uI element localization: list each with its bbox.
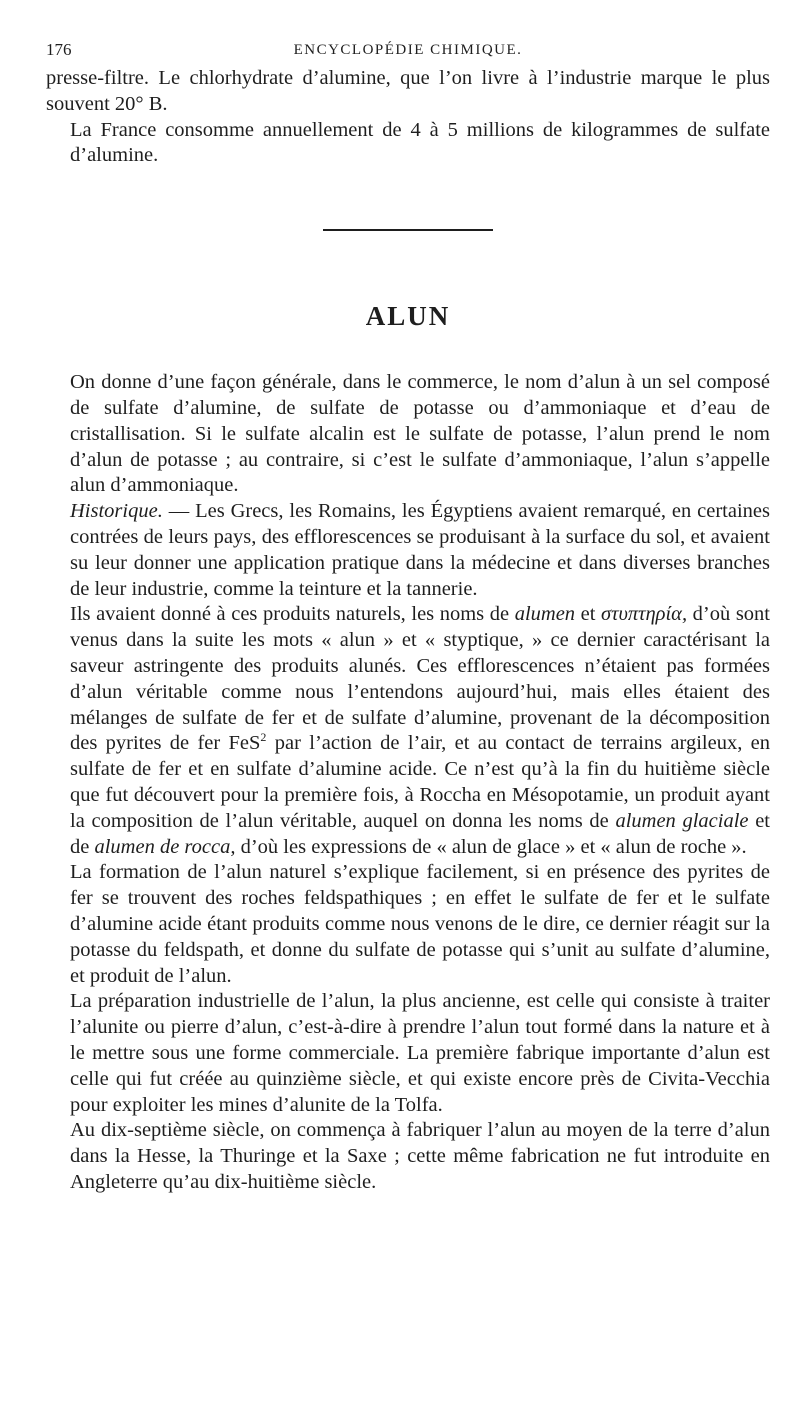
text-run: et [575,603,602,626]
text-run: par l’action de l’air, et au contact de terrains argileux, en sulfate de fer et en sulfate d’alumine acide. Ce n’est qu’à la fin du huitième siècle que fut découvert pour la première fois, à Roccha en Mésopotamie, un produit ayant la composition de l’alun véritable, auquel on donna les noms de [70,732,770,832]
section-title: ALUN [365,301,451,332]
history-xvii-paragraph: Au dix-septième siècle, on commença à fabriquer l’alun au moyen de la terre d’alun dans la Hesse, la Thuringe et la Saxe ; cette même fabrication ne fut introduite en Angleterre qu’au dix-huitième siècle. [70,1119,770,1193]
text-run: d’où les expressions de « alun de glace » et « alun de roche ». [235,835,747,858]
italic-term: alumen glaciale [615,809,749,832]
running-title: ENCYCLOPÉDIE CHIMIQUE. [293,42,523,58]
history-text: — Les Grecs, les Romains, les Égyptiens avaient remarqué, en certaines contrées de leurs pays, des efflorescences se produisant à la surface du sol, et avaient su leur donner une application pratique dans la médecine et dans diverses branches de leur industrie, comme la teinture et la tannerie. [70,500,770,600]
italic-term: alumen de rocca, [94,835,236,858]
formula-superscript: 2 [260,730,267,745]
greek-term: στυπτηρία, [601,603,688,626]
page-number: 176 [46,40,72,59]
document-page [46,36,770,1196]
definition-paragraph: On donne d’une façon générale, dans le commerce, le nom d’alun à un sel composé de sulfate d’alumine, de sulfate de potasse ou d’ammoniaque et d’eau de cristallisation. Si le sulfate alcalin est le sulfate de potasse, l’alun prend le nom d’alun de potasse ; au contraire, si c’est le sulfate d’ammoniaque, l’alun s’appelle alun d’ammoniaque. [70,371,770,497]
intro-paragraph: presse-filtre. Le chlorhydrate d’alumine, que l’on livre à l’industrie marque le plus souvent 20° B. [46,67,770,115]
section-divider [323,229,493,231]
italic-term: alumen [514,603,576,626]
text-run: et de [70,809,770,858]
text-run: Ils avaient donné à ces produits naturels, les noms de [70,603,515,626]
names-paragraph [46,602,770,860]
page-header [46,36,770,66]
text-run: d’où sont venus dans la suite les mots « alun » et « styptique, » ce dernier caractérisant la saveur astringente des produits alunés. Ces efflorescences n’étaient pas formées d’alun véritable comme nous l’entendons aujourd’hui, mais elles étaient des mélanges de sulfate de fer et de sulfate d’alumine, provenant de la décomposition des pyrites de fer FeS [70,603,770,755]
preparation-paragraph: La préparation industrielle de l’alun, la plus ancienne, est celle qui consiste à traiter l’alunite ou pierre d’alun, c’est-à-dire à prendre l’alun tout formé dans la nature et à le mettre sous une forme commerciale. La première fabrique importante d’alun est celle qui fut créée au quinzième siècle, et qui existe encore près de Civita-Vecchia pour exploiter les mines d’alunite de la Tolfa. [70,990,770,1116]
history-paragraph [46,499,770,602]
formation-paragraph: La formation de l’alun naturel s’explique facilement, si en présence des pyrites de fer se trouvent des roches feldspathiques ; en effet le sulfate de fer et le sulfate d’alumine acide étant produits comme nous venons de le dire, ce dernier réagit sur la potasse du feldspath, et donne du sulfate de potasse qui s’unit au sulfate d’alumine, et produit de l’alun. [70,861,770,987]
intro-paragraph: La France consomme annuellement de 4 à 5 millions de kilogrammes de sulfate d’alumine. [70,118,770,167]
history-label: Historique. [70,500,163,523]
